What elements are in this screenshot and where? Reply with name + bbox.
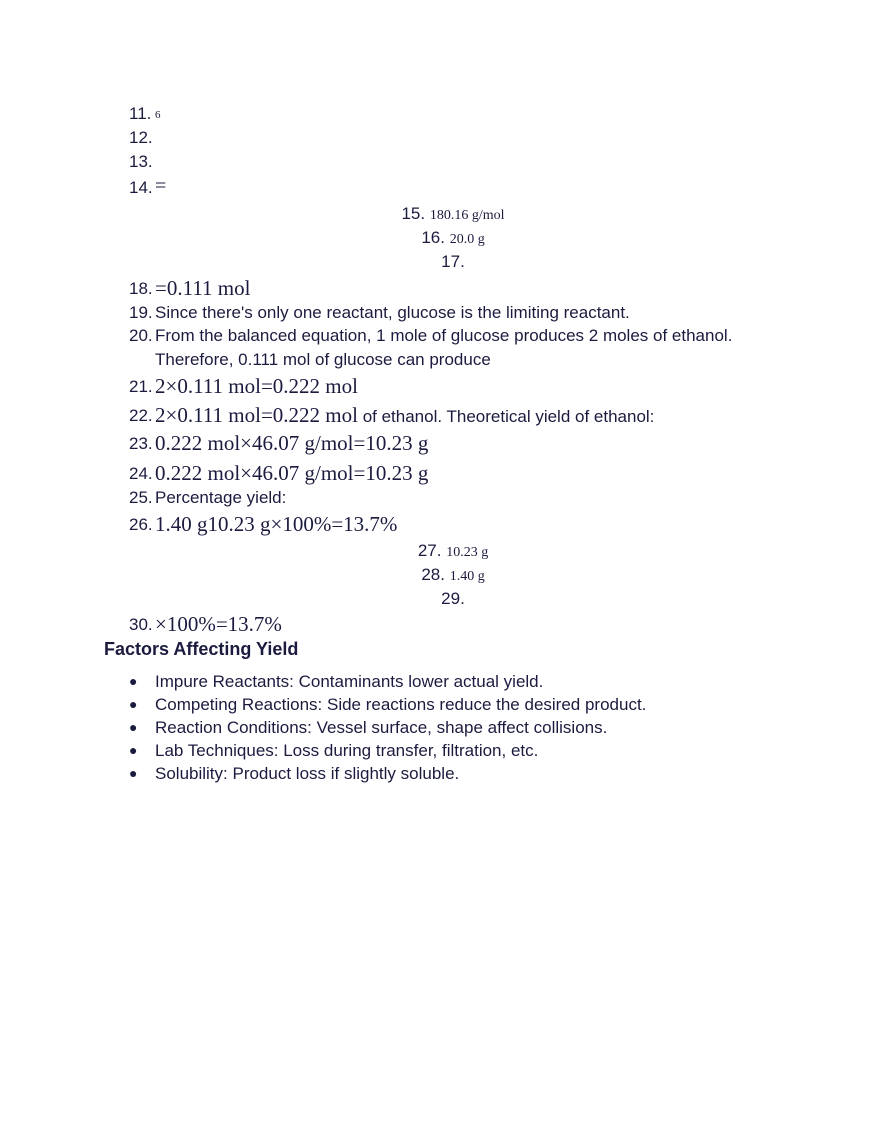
centered-math-line [0,589,880,609]
centered-math-line [0,541,880,561]
list-item [0,374,880,400]
list-number: 24. [129,464,153,483]
list-number: 12. [129,128,153,147]
list-number: 27. [417,541,442,560]
section-heading: Factors Affecting Yield [104,639,299,659]
list-item [0,739,880,762]
math-text: 1.40 g10.23 g×100%=13.7% [155,512,398,536]
centered-math-line [0,565,880,585]
list-item [0,128,880,148]
list-item [0,303,880,323]
list-number: 11. [129,104,152,123]
list-item [0,488,880,508]
list-text: From the balanced equation, 1 mole of glucose produces 2 moles of ethanol. [155,326,733,345]
list-number: 25. [129,488,153,507]
bullet-text: Solubility: Product loss if slightly soluble. [155,764,460,783]
bullet-icon: ● [129,742,138,758]
list-item [0,276,880,300]
bullet-text: Competing Reactions: Side reactions reduce the desired product. [155,695,647,714]
list-item [0,403,880,429]
bullet-icon: ● [129,696,138,712]
list-number: 16. [421,228,445,247]
list-number: 23. [129,434,153,453]
math-text: 1.40 g [449,569,485,584]
math-text: ×100%=13.7% [155,612,282,636]
math-text: =0.111 mol [155,276,251,300]
list-number: 15. [401,204,426,223]
list-number: 29. [441,589,465,608]
centered-math-line [0,204,880,224]
list-number: 21. [129,377,153,396]
list-item [0,461,880,487]
math-text: 10.23 g [446,545,489,560]
list-item [0,431,880,457]
list-item [0,512,880,538]
math-text: 6 [155,109,161,121]
list-item [0,762,880,785]
math-text: 2×0.111 mol=0.222 mol [155,374,358,398]
math-text: 180.16 g/mol [429,208,505,223]
list-item [0,177,880,199]
list-number: 28. [421,565,445,584]
list-number: 13. [129,152,153,171]
list-text-continuation: Therefore, 0.111 mol of glucose can produce [155,350,491,369]
bullet-text: Reaction Conditions: Vessel surface, shape affect collisions. [155,718,608,737]
list-text: Percentage yield: [155,488,287,507]
inline-text: of ethanol. Theoretical yield of ethanol: [357,407,655,426]
list-number: 17. [441,252,465,271]
bullet-icon: ● [129,765,138,781]
centered-math-line [0,228,880,248]
list-number: 18. [129,279,153,298]
list-item [0,612,880,638]
list-number: 22. [129,406,153,425]
list-item [0,670,880,693]
bullet-text: Lab Techniques: Loss during transfer, filtration, etc. [155,741,539,760]
math-text: 20.0 g [449,232,485,247]
list-number: 19. [129,303,153,322]
math-text: 0.222 mol×46.07 g/mol=10.23 g [155,461,429,485]
bullet-text: Impure Reactants: Contaminants lower actual yield. [155,672,544,691]
bullet-list [0,670,880,785]
bullet-icon: ● [129,673,138,689]
bullet-icon: ● [129,719,138,735]
math-text: 2×0.111 mol=0.222 mol [155,403,358,427]
list-item [0,716,880,739]
list-item [0,693,880,716]
list-number: 26. [129,515,153,534]
list-item [0,152,880,172]
math-text: 0.222 mol×46.07 g/mol=10.23 g [155,431,429,455]
list-item [0,104,880,124]
math-text: = [155,175,167,197]
centered-math-line [0,252,880,272]
list-item [0,326,880,370]
list-text: Since there's only one reactant, glucose is the limiting reactant. [155,303,630,322]
list-number: 30. [129,615,153,634]
list-number: 14. [129,178,153,197]
list-text [155,403,654,428]
list-number: 20. [129,326,153,345]
